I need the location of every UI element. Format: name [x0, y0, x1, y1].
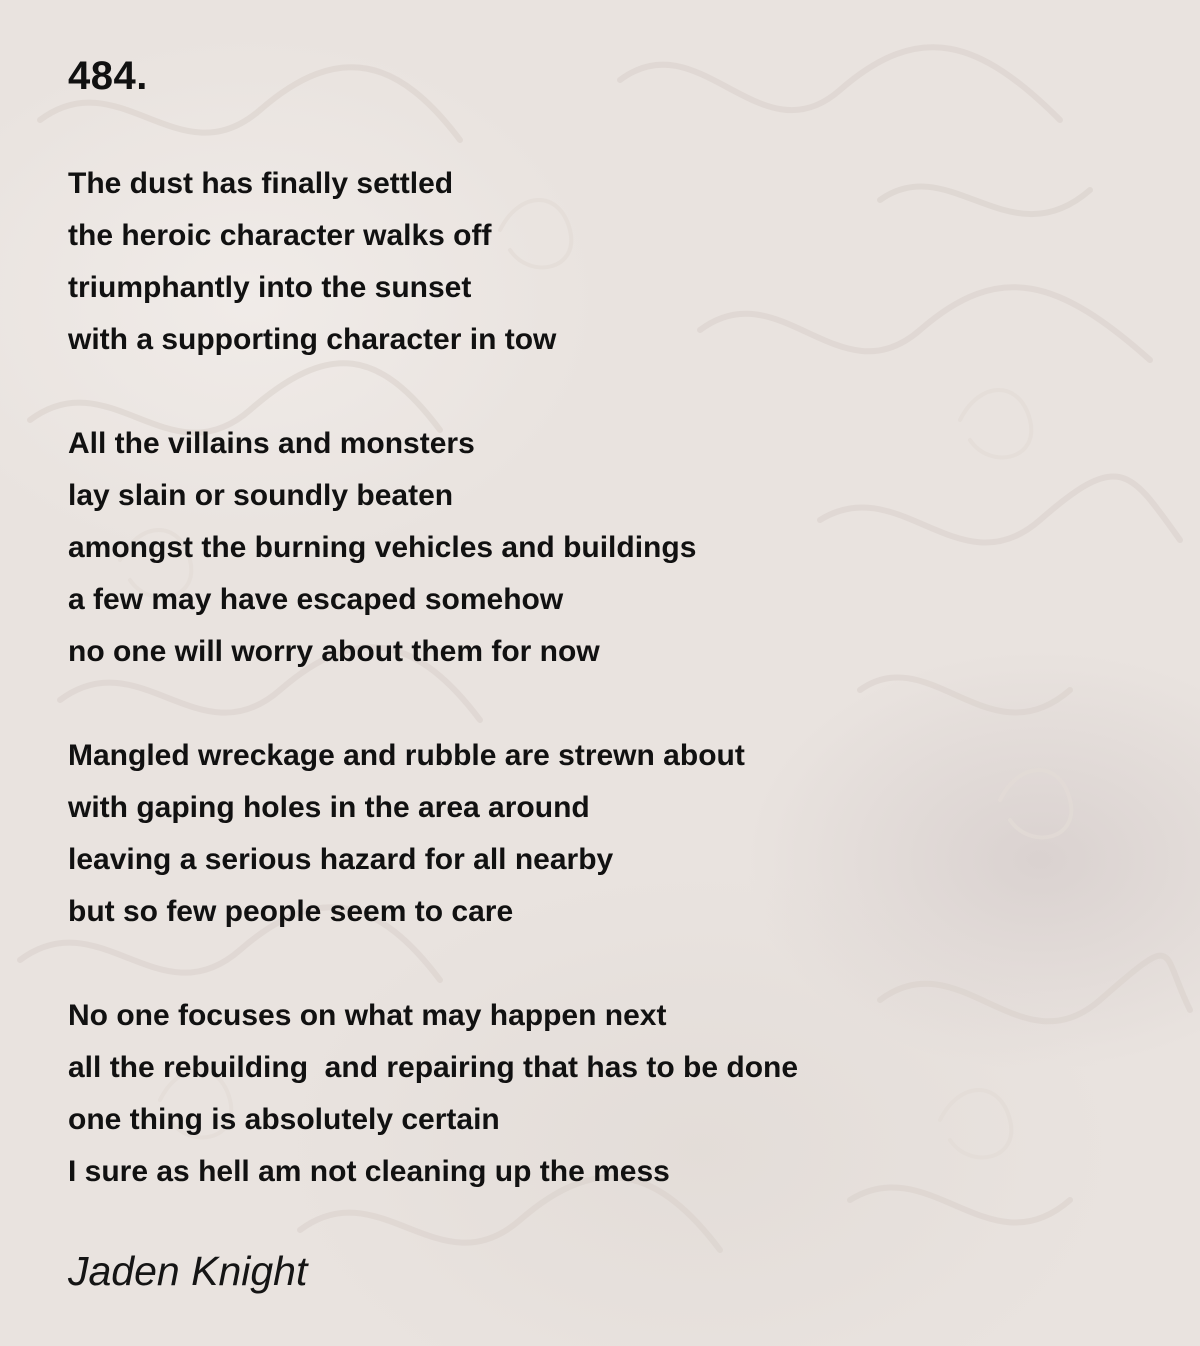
poem-line: leaving a serious hazard for all nearby [68, 843, 614, 876]
poem-line: with gaping holes in the area around [68, 791, 590, 824]
poem-line: but so few people seem to care [68, 895, 514, 928]
poem-author: Jaden Knight [68, 1248, 308, 1294]
poem-line: I sure as hell am not cleaning up the mess [68, 1155, 670, 1188]
poem-line: All the villains and monsters [68, 427, 475, 460]
poem-line: The dust has finally settled [68, 167, 454, 200]
stanza [68, 418, 1148, 678]
stanza [68, 990, 1148, 1198]
poem-line: Mangled wreckage and rubble are strewn about [68, 739, 745, 772]
poem-line: lay slain or soundly beaten [68, 479, 454, 512]
poem-line: no one will worry about them for now [68, 635, 600, 668]
poem-line: No one focuses on what may happen next [68, 999, 667, 1032]
poem-line: with a supporting character in tow [68, 323, 557, 356]
poem-line: all the rebuilding and repairing that has to be done [68, 1051, 799, 1084]
poem-line: amongst the burning vehicles and buildings [68, 531, 697, 564]
poem-line: the heroic character walks off [68, 219, 492, 252]
stanza [68, 158, 1148, 366]
poem-stanzas [68, 158, 1148, 1198]
poem-line: one thing is absolutely certain [68, 1103, 500, 1136]
poem-line: triumphantly into the sunset [68, 271, 472, 304]
poem-title: 484. [68, 54, 148, 98]
poem-line: a few may have escaped somehow [68, 583, 564, 616]
poem-body [68, 50, 1148, 1250]
stanza [68, 730, 1148, 938]
